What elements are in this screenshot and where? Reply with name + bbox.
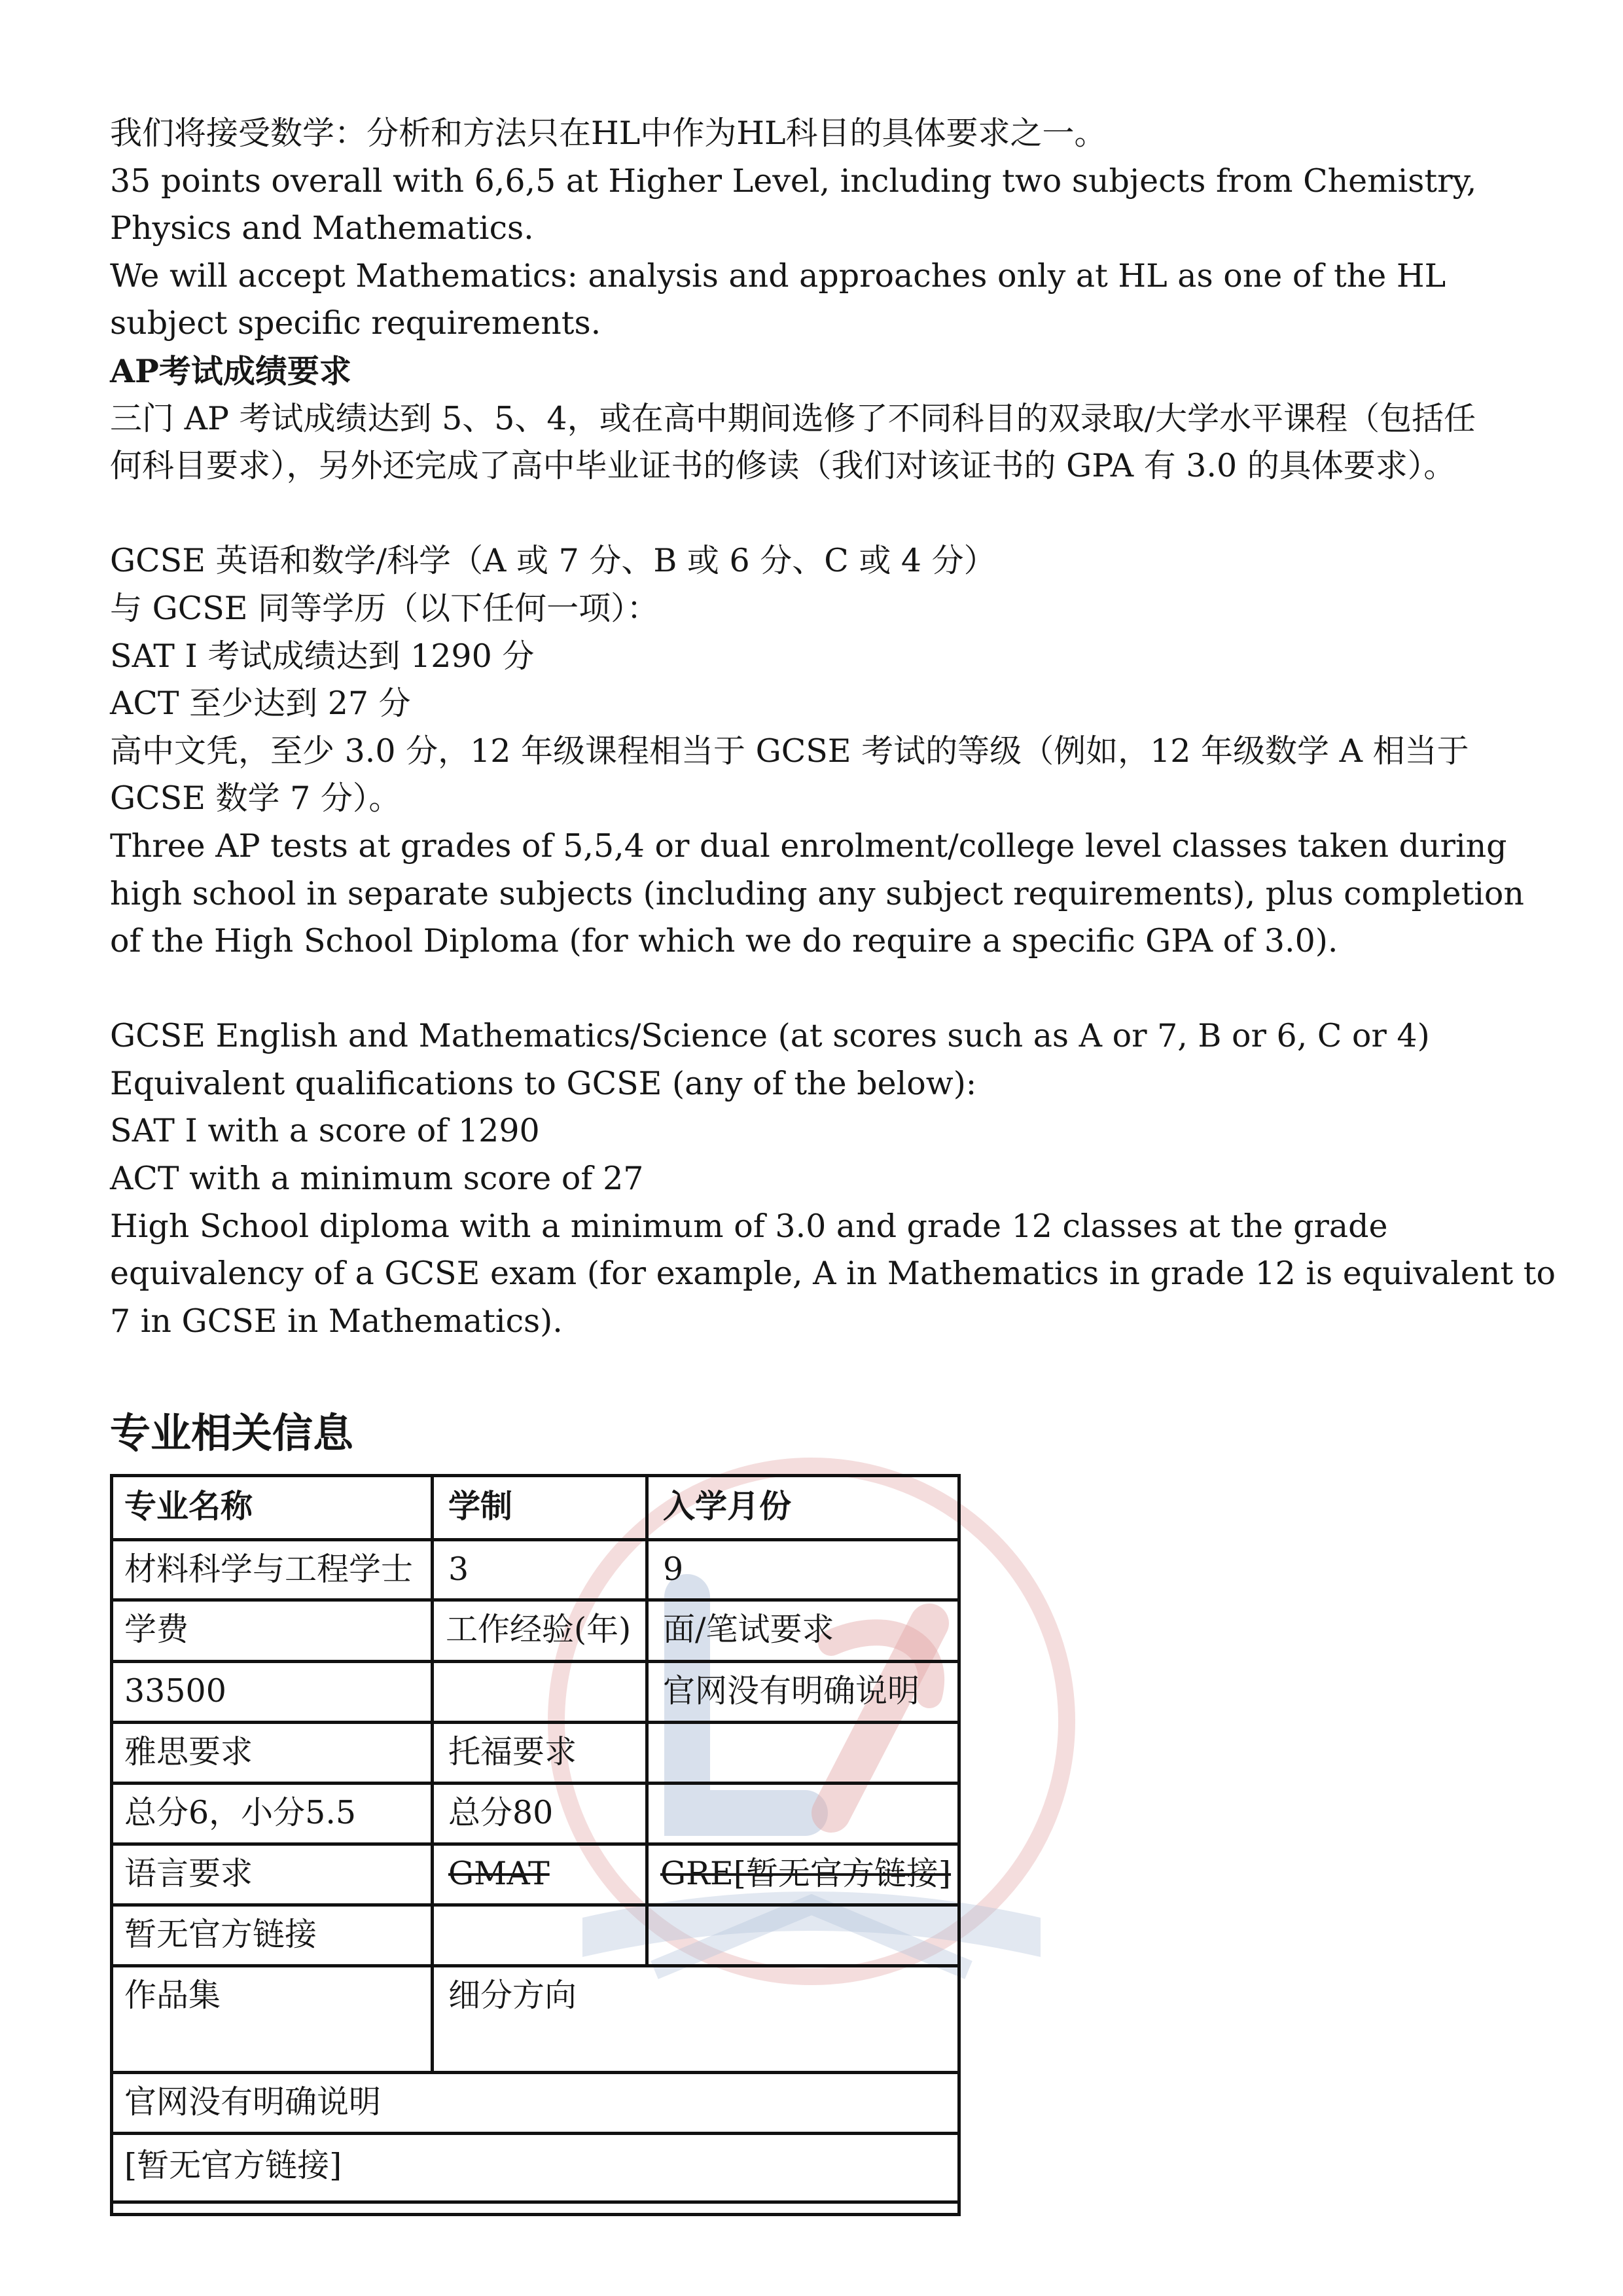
ielts-label: 雅思要求 [124,1733,253,1770]
header-intake-month: 入学月份 [663,1487,792,1525]
program-info-table [110,1474,961,2216]
portfolio-label: 作品集 [124,1977,221,2014]
ap-cn-line-1: 三门 AP 考试成绩达到 5、5、4，或在高中期间选修了不同科目的双录取/大学水平课程（包括任 [110,399,1476,437]
toefl-value: 总分80 [448,1794,554,1831]
ib-math-en-line-2: subject specific requirements. [110,304,601,342]
gcse-en-line-2: Equivalent qualifications to GCSE (any of the below): [110,1064,977,1102]
program-name-value: 材料科学与工程学士 [124,1551,414,1588]
language-label: 语言要求 [124,1855,253,1892]
ib-math-cn: 我们将接受数学：分析和方法只在HL中作为HL科目的具体要求之一。 [110,115,1107,152]
work-experience-label: 工作经验(年) [446,1611,632,1648]
header-program-name: 专业名称 [124,1487,253,1525]
portfolio-link: [暂无官方链接] [124,2147,342,2184]
ap-cn-line-2: 何科目要求），另外还完成了高中毕业证书的修读（我们对该证书的 GPA 有 3.0 的具体要求）。 [110,447,1456,485]
specialization-label: 细分方向 [448,1977,577,2014]
gcse-cn-line-3: SAT I 考试成绩达到 1290 分 [110,637,535,675]
interview-label: 面/笔试要求 [663,1611,834,1648]
interview-value: 官网没有明确说明 [663,1672,920,1710]
gcse-en-line-1: GCSE English and Mathematics/Science (at scores such as A or 7, B or 6, C or 4) [110,1017,1430,1055]
duration-value: 3 [448,1551,469,1588]
gcse-en-line-4: ACT with a minimum score of 27 [110,1160,644,1198]
gre-label: GRE[暂无官方链接] [660,1855,952,1892]
tuition-value: 33500 [124,1672,226,1710]
ap-heading: AP考试成绩要求 [110,351,351,390]
gcse-cn-line-6: GCSE 数学 7 分）。 [110,780,401,817]
intake-month-value: 9 [663,1551,684,1588]
ib-points-en-line-1: 35 points overall with 6,6,5 at Higher Level, including two subjects from Chemistry, [110,162,1477,200]
ib-points-en-line-2: Physics and Mathematics. [110,209,534,247]
gcse-en-line-3: SAT I with a score of 1290 [110,1112,540,1150]
header-duration: 学制 [448,1487,513,1525]
gcse-cn-line-1: GCSE 英语和数学/科学（A 或 7 分、B 或 6 分、C 或 4 分） [110,542,996,580]
portfolio-value: 官网没有明确说明 [124,2083,382,2121]
gcse-en-line-6: equivalency of a GCSE exam (for example, A in Mathematics in grade 12 is equivalent to [110,1255,1556,1293]
work-experience-value [434,1661,645,1721]
gmat-label: GMAT [448,1855,550,1892]
ap-en-line-2: high school in separate subjects (including any subject requirements), plus completion [110,874,1524,912]
toefl-label: 托福要求 [448,1733,577,1770]
gcse-cn-line-4: ACT 至少达到 27 分 [110,685,411,723]
ielts-value: 总分6，小分5.5 [124,1794,357,1831]
ap-en-line-3: of the High School Diploma (for which we do require a specific GPA of 3.0). [110,922,1338,960]
tuition-label: 学费 [124,1611,189,1648]
ap-en-line-1: Three AP tests at grades of 5,5,4 or dual enrolment/college level classes taken during [110,827,1507,865]
gcse-en-line-5: High School diploma with a minimum of 3.0 and grade 12 classes at the grade [110,1207,1388,1245]
ib-math-en-line-1: We will accept Mathematics: analysis and approaches only at HL as one of the HL [110,257,1446,295]
language-value: 暂无官方链接 [124,1916,317,1953]
gcse-cn-line-5: 高中文凭，至少 3.0 分，12 年级课程相当于 GCSE 考试的等级（例如，12 年级数学 A 相当于 [110,732,1469,770]
section-title: 专业相关信息 [110,1409,354,1457]
gcse-cn-line-2: 与 GCSE 同等学历（以下任何一项）： [110,589,659,627]
admission-requirements-text [110,110,1556,1345]
gcse-en-line-7: 7 in GCSE in Mathematics). [110,1302,563,1340]
